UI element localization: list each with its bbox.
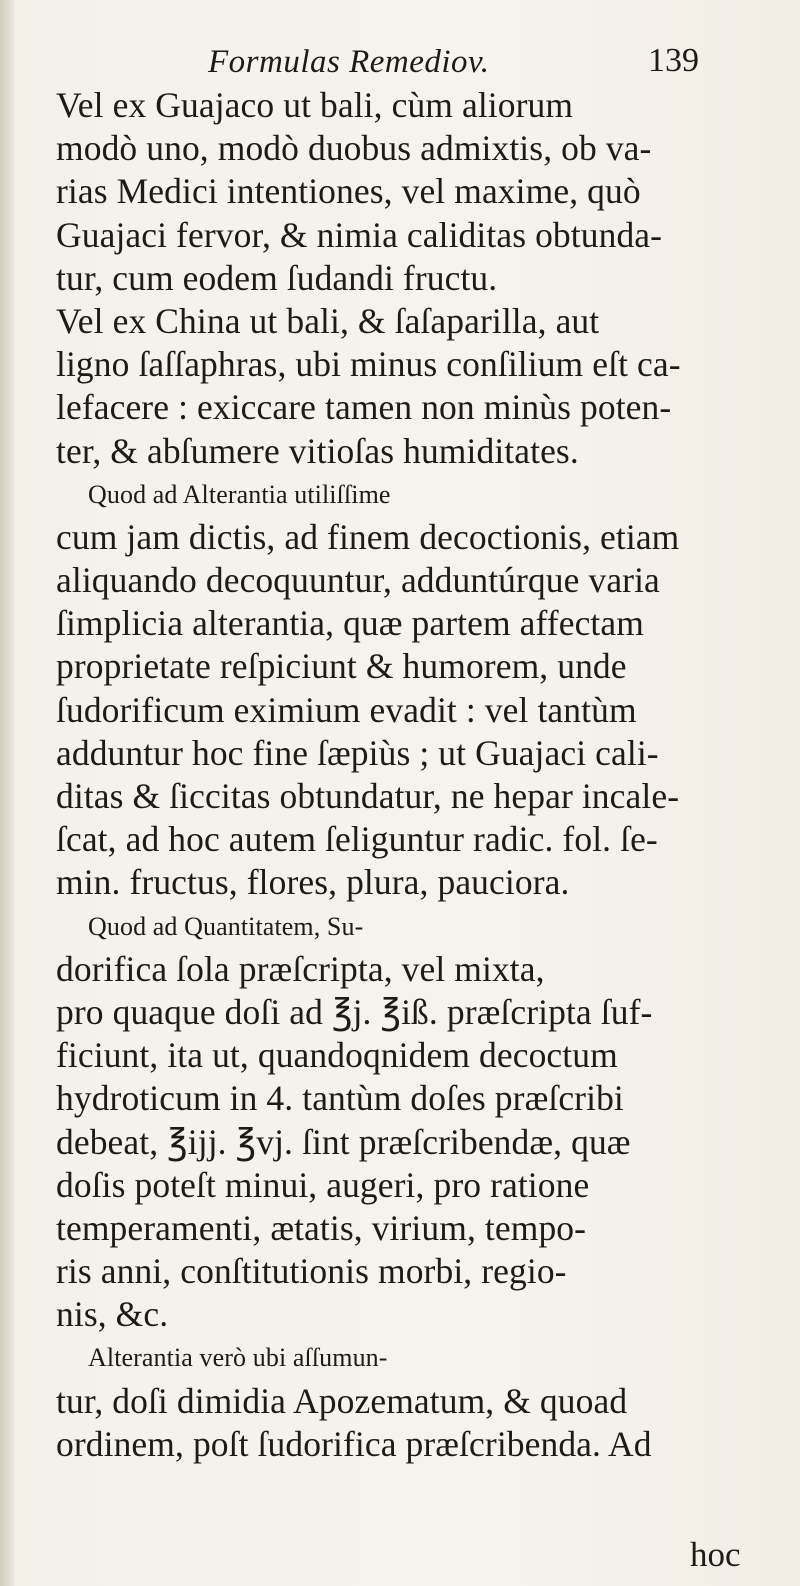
text-line: cum jam dictis, ad finem decoctionis, etiam [56,516,680,557]
text-line: ſudorificum eximium evadit : vel tantùm [56,689,637,730]
page-number: 139 [648,42,699,79]
text-line: ligno ſaſſaphras, ubi minus conſilium eſt ca- [56,344,681,385]
text-line: ſcat, ad hoc autem ſeliguntur radic. fol. ſe- [56,819,658,860]
text-line: Vel ex China ut bali, & ſaſaparilla, aut [56,300,600,341]
text-line: Alterantia verò ubi aſſumun- [88,1343,388,1373]
text-line: Quod ad Alterantia utiliſſime [88,479,391,509]
text-line: Guajaci fervor, & nimia caliditas obtunda- [56,214,663,255]
text-line: modò uno, modò duobus admixtis, ob va- [56,128,652,169]
text-line: lefacere : exiccare tamen non minùs poten- [56,387,672,428]
text-line: hydroticum in 4. tantùm doſes præſcribi [56,1078,624,1119]
running-head: Formulas Remediov. [208,44,490,80]
text-line: aliquando decoquuntur, adduntúrque varia [56,560,660,601]
text-line: adduntur hoc fine ſæpiùs ; ut Guajaci cali- [56,732,659,773]
page-gutter [0,0,14,1586]
text-line: ter, & abſumere vitioſas humiditates. [56,430,579,471]
text-line: temperamenti, ætatis, virium, tempo- [56,1207,587,1248]
text-line: pro quaque doſi ad ℥j. ℥iß. præſcripta ſuf- [56,991,653,1032]
text-line: tur, cum eodem ſudandi fructu. [56,257,498,298]
text-line: ordinem, poſt ſudorifica præſcribenda. Ad [56,1423,652,1464]
text-line: doſis poteſt minui, augeri, pro ratione [56,1164,590,1205]
text-line: ditas & ſiccitas obtundatur, ne hepar incale- [56,776,680,816]
text-line: Quod ad Quantitatem, Su- [88,911,364,941]
text-line: dorifica ſola præſcripta, vel mixta, [56,948,545,989]
text-line: proprietate reſpiciunt & humorem, unde [56,646,627,687]
text-line: ſimplicia alterantia, quæ partem affectam [56,603,644,644]
text-line: min. fructus, flores, plura, pauciora. [56,862,570,903]
catchword: hoc [690,1535,741,1574]
body-text [56,84,792,1466]
text-line: Vel ex Guajaco ut bali, cùm aliorum [56,85,574,125]
text-line: ris anni, conſtitutionis morbi, regio- [56,1251,567,1292]
text-line: tur, doſi dimidia Apozematum, & quoad [56,1380,628,1421]
text-line: debeat, ℥ijj. ℥vj. ſint præſcribendæ, quæ [56,1121,631,1162]
text-line: nis, &c. [56,1294,169,1335]
text-line: rias Medici intentiones, vel maxime, quò [56,171,641,212]
text-line: ficiunt, ita ut, quandoqnidem decoctum [56,1035,618,1076]
